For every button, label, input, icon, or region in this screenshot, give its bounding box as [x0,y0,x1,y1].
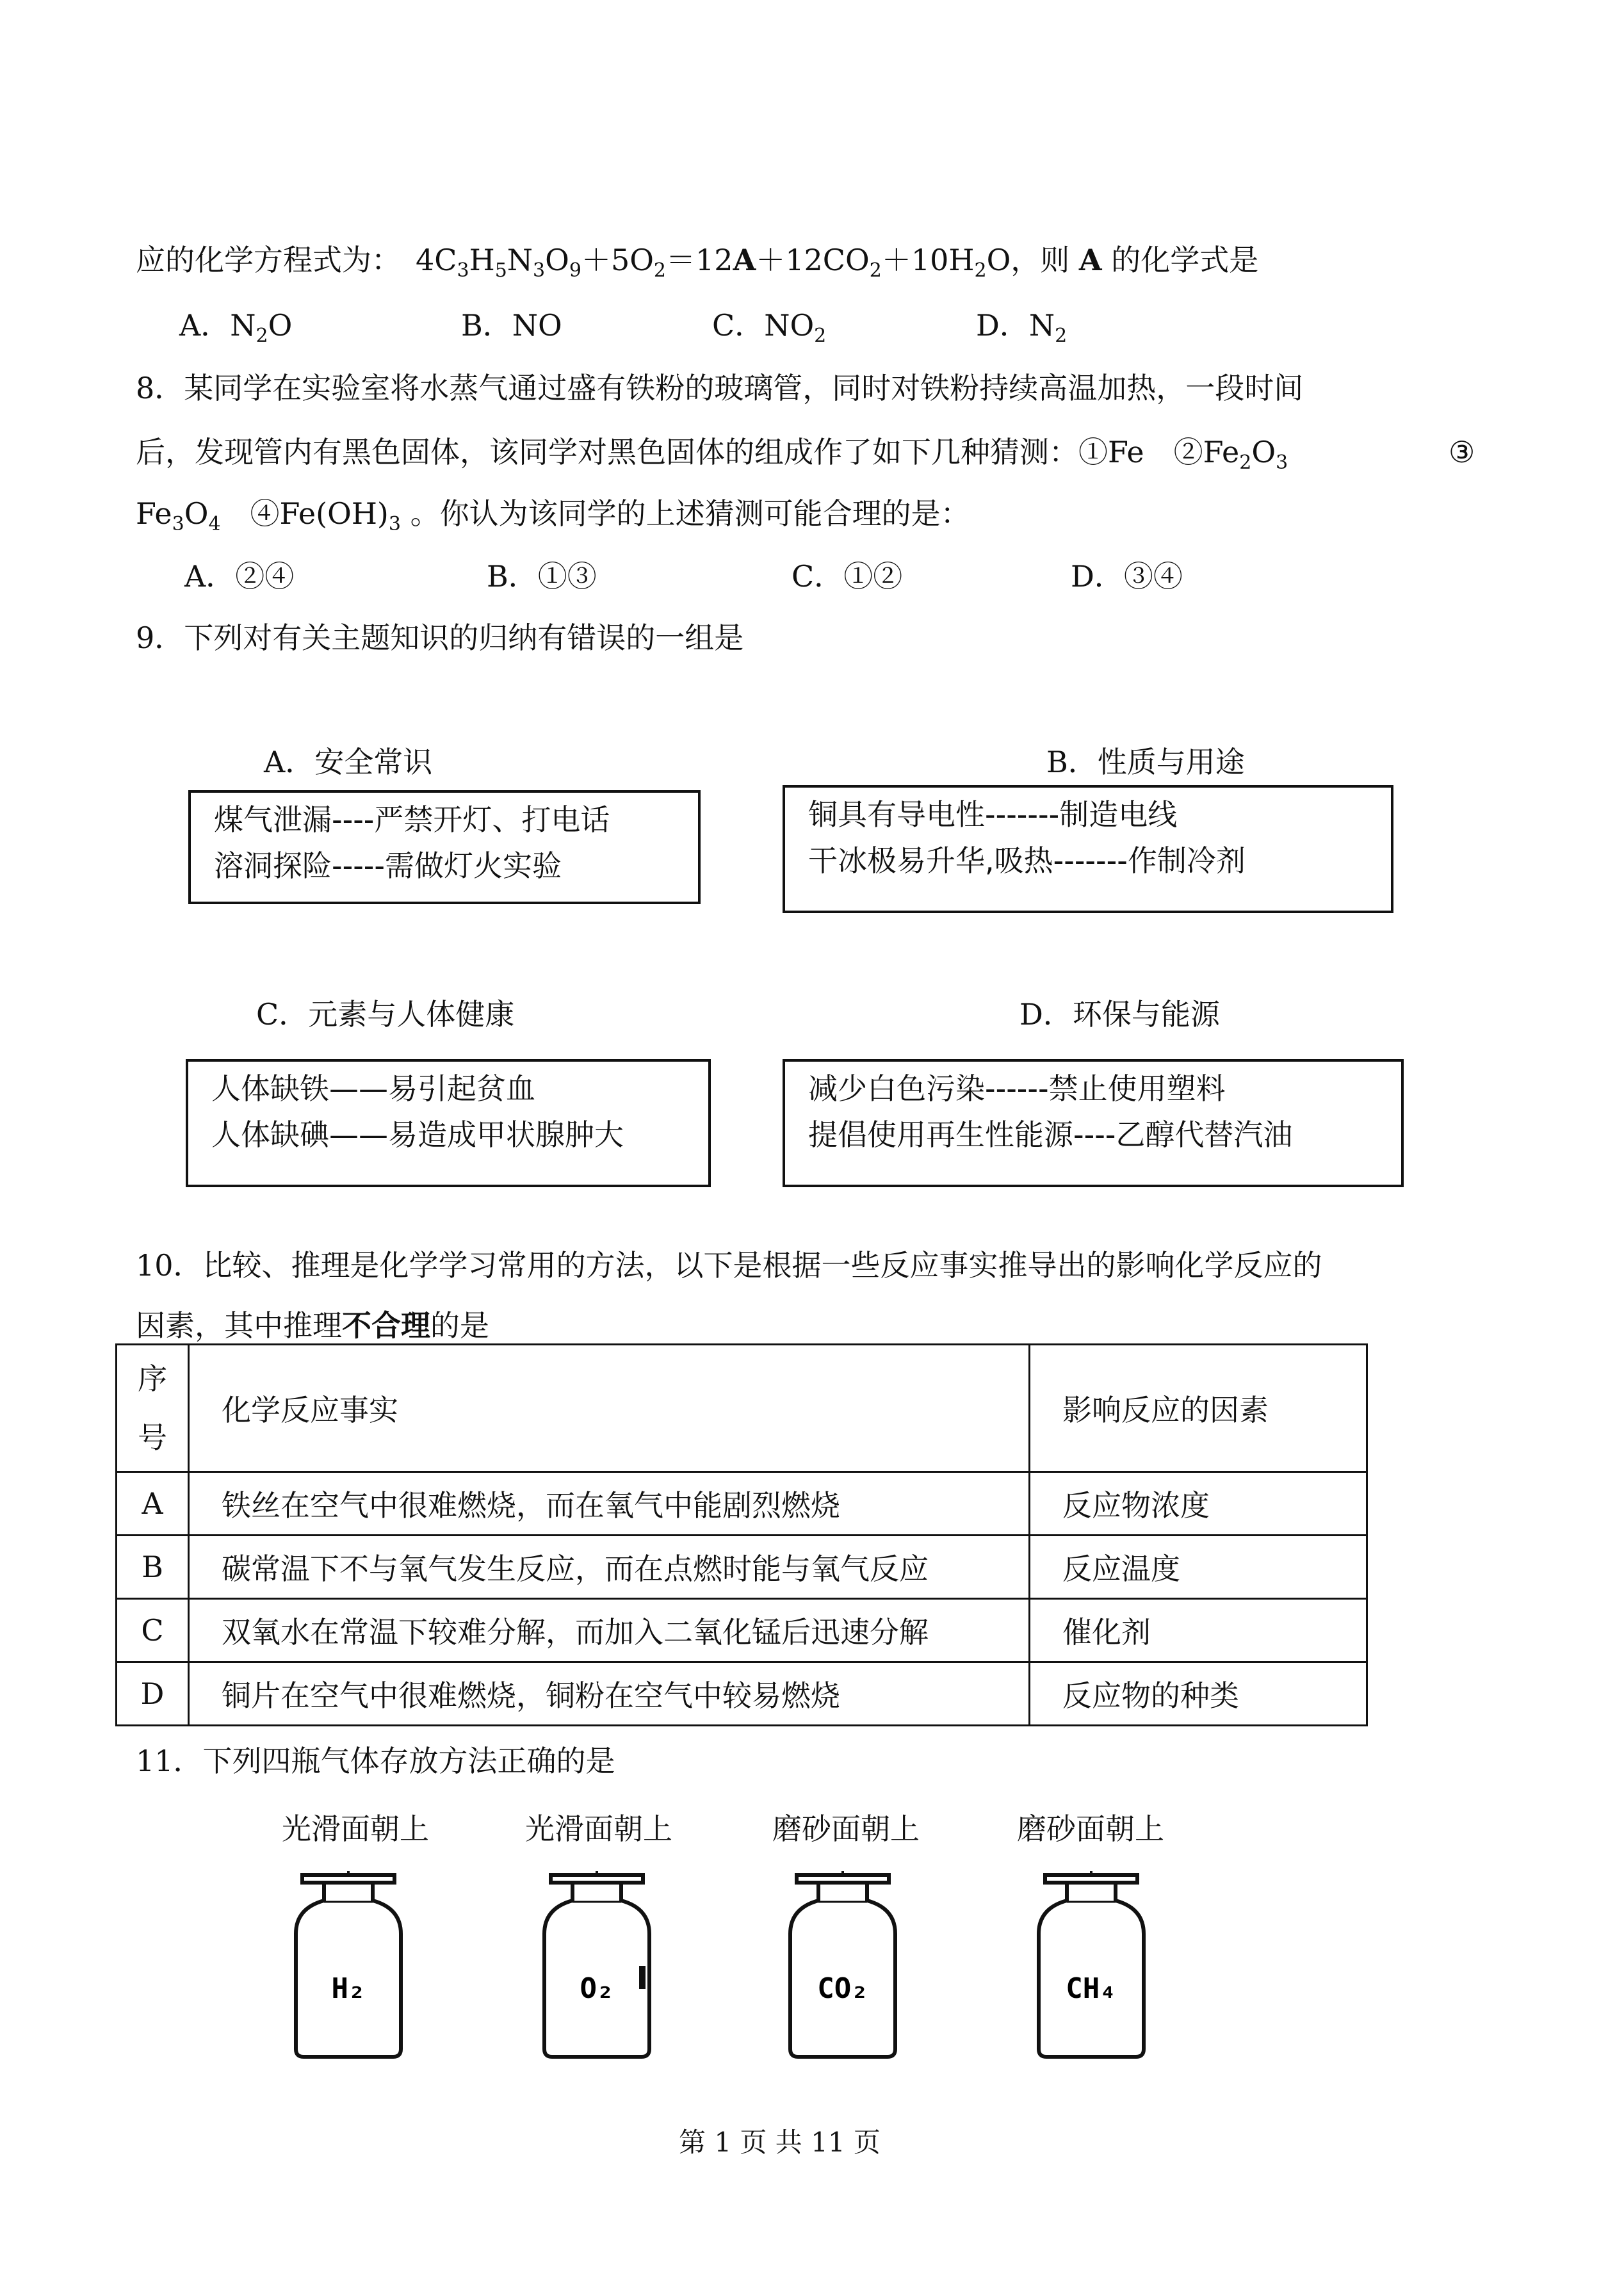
q9-group-c-title: C．元素与人体健康 [256,997,515,1032]
q8-option-c[interactable]: C．①② [792,559,903,594]
q9-group-c-line2: 人体缺碘——易造成甲状腺肿大 [211,1117,624,1152]
row-fact: 碳常温下不与氧气发生反应，而在点燃时能与氧气反应 [189,1536,1030,1599]
q7-option-c[interactable]: C．$NO_2$ [712,308,827,347]
row-factor: 反应物的种类 [1030,1662,1367,1726]
q7-option-b[interactable]: B．NO [461,308,562,343]
q8-stem-line2-end: ③ [1449,435,1475,469]
row-factor: 催化剂 [1030,1599,1367,1662]
row-fact: 双氧水在常温下较难分解，而加入二氧化锰后迅速分解 [189,1599,1030,1662]
q9-group-a-box[interactable] [188,790,701,904]
q9-group-c-box[interactable] [186,1059,711,1187]
gas-jar-o2-icon[interactable] [533,1870,661,2062]
q8-option-d[interactable]: D．③④ [1071,559,1183,594]
q9-group-d-line2: 提倡使用再生性能源----乙醇代替汽油 [808,1117,1293,1152]
row-fact: 铜片在空气中很难燃烧，铜粉在空气中较易燃烧 [189,1662,1030,1726]
header-seq: 序 号 [117,1345,189,1472]
q10-stem-line2: 因素，其中推理不合理的是 [136,1308,489,1343]
q7-equation-line: 应的化学方程式为： $4C_3H_5N_3O_9+5O_2=12A+12CO_2+10H_2O$，则 A 的化学式是 [136,243,1259,282]
header-factor: 影响反应的因素 [1030,1345,1367,1472]
gas-jar-ch4-icon[interactable] [1027,1870,1155,2062]
q10-fact-table [115,1343,1368,1726]
gas-label-h2: H₂ [331,1972,366,2005]
table-row[interactable] [117,1662,1367,1726]
q8-option-a[interactable]: A．②④ [184,559,295,594]
gas-jar-h2-icon[interactable] [284,1870,412,2062]
q8-option-b[interactable]: B．①③ [487,559,597,594]
gas-label-co2: CO₂ [817,1972,868,2005]
row-factor: 反应物浓度 [1030,1472,1367,1536]
q8-stem-line3: $Fe_3O_4$ $④Fe(OH)_3$ 。你认为该同学的上述猜测可能合理的是： [136,496,970,535]
row-fact: 铁丝在空气中很难燃烧，而在氧气中能剧烈燃烧 [189,1472,1030,1536]
q9-group-a-line2: 溶洞探险-----需做灯火实验 [214,848,562,883]
gas-jar-co2-icon[interactable] [779,1870,907,2062]
q9-group-d-box[interactable] [783,1059,1404,1187]
bottle-caption-3: 磨砂面朝上 [772,1812,920,1846]
q9-group-b-line2: 干冰极易升华,吸热-------作制冷剂 [808,843,1246,878]
gas-label-o2: O₂ [580,1972,614,2005]
q9-group-a-title: A．安全常识 [264,745,433,779]
q9-group-b-title: B．性质与用途 [1046,745,1245,779]
q9-group-b-box[interactable] [783,785,1393,913]
row-seq: A [117,1472,189,1536]
row-seq: B [117,1536,189,1599]
table-header-row [117,1345,1367,1472]
bottle-caption-2: 光滑面朝上 [525,1812,672,1846]
page-footer: 第 1 页 共 11 页 [679,2127,881,2158]
row-factor: 反应温度 [1030,1536,1367,1599]
q9-group-a-line1: 煤气泄漏----严禁开灯、打电话 [214,802,610,837]
header-fact: 化学反应事实 [189,1345,1030,1472]
q8-stem-line2: 后，发现管内有黑色固体，该同学对黑色固体的组成作了如下几种猜测：①Fe $②Fe_2O_3$ [136,435,1288,474]
q9-group-c-line1: 人体缺铁——易引起贫血 [211,1071,535,1106]
bottle-caption-1: 光滑面朝上 [282,1812,429,1846]
q9-group-d-line1: 减少白色污染------禁止使用塑料 [808,1071,1226,1106]
table-row[interactable] [117,1536,1367,1599]
q7-option-a[interactable]: A．$N_2O$ [179,308,293,347]
q8-stem-line1: 8．某同学在实验室将水蒸气通过盛有铁粉的玻璃管，同时对铁粉持续高温加热，一段时间 [136,371,1304,405]
row-seq: C [117,1599,189,1662]
bottle-caption-4: 磨砂面朝上 [1017,1812,1164,1846]
table-row[interactable] [117,1599,1367,1662]
row-seq: D [117,1662,189,1726]
gas-label-ch4: CH₄ [1066,1972,1117,2005]
q10-stem-line1: 10．比较、推理是化学学习常用的方法，以下是根据一些反应事实推导出的影响化学反应的 [136,1248,1322,1283]
table-row[interactable] [117,1472,1367,1536]
emphasis-not-reasonable: 不合理 [342,1308,430,1343]
q9-stem: 9．下列对有关主题知识的归纳有错误的一组是 [136,620,744,655]
q11-stem: 11．下列四瓶气体存放方法正确的是 [136,1744,615,1778]
q9-group-b-line1: 铜具有导电性-------制造电线 [808,797,1178,832]
q9-group-d-title: D．环保与能源 [1019,997,1220,1032]
q7-option-d[interactable]: D．$N_2$ [976,308,1068,347]
